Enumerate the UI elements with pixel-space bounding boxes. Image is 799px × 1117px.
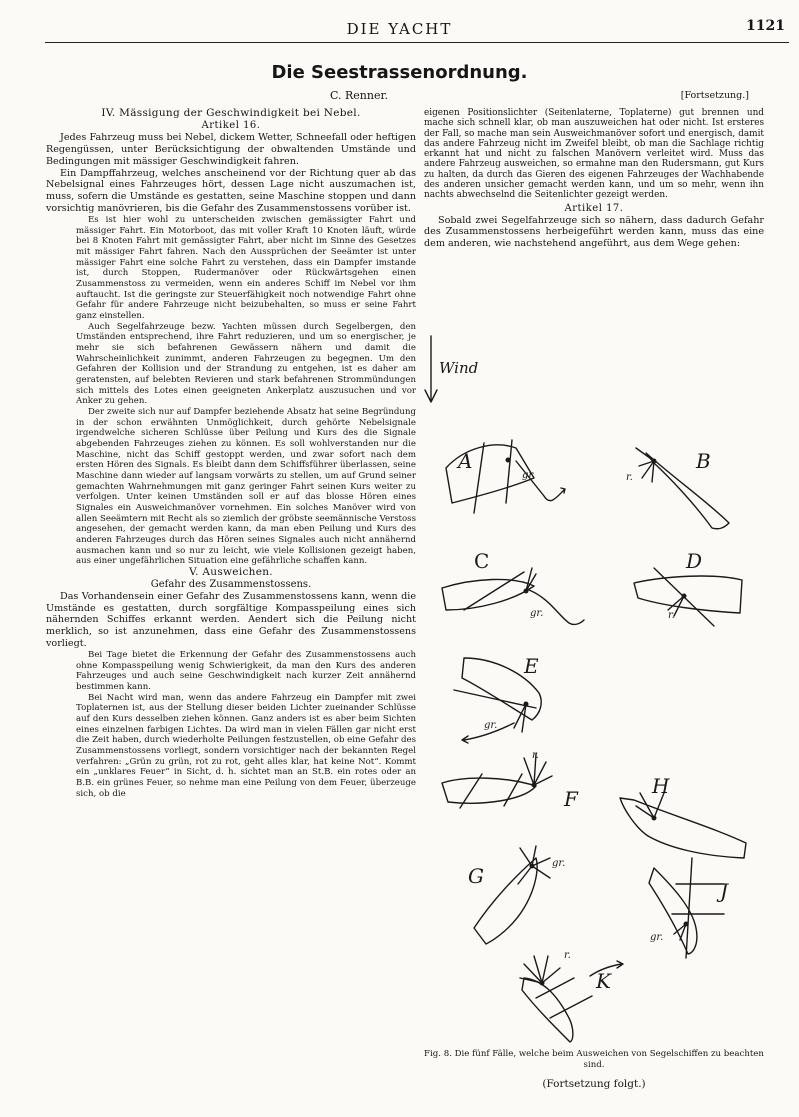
article-17-heading: Artikel 17.	[564, 202, 624, 214]
case-b-r-label: r.	[626, 472, 633, 483]
case-e-label: E	[524, 654, 539, 678]
case-c-sketch	[442, 568, 584, 624]
section-heading-v: V. Ausweichen.	[189, 565, 273, 578]
case-j-sketch	[649, 858, 724, 958]
commentary-paragraph: Bei Tage bietet die Erkennung der Gefahr des Zusammenstossens auch ohne Kompasspeilung wenig Schwierigkeit, da man den Kurs des anderen Fahrzeuges und auch seine Geschwindigkeit nach kurzer Zeit annähernd bestimmen kann.	[76, 650, 416, 693]
case-a-gr-label: gr.	[522, 470, 536, 481]
case-g-label: G	[468, 864, 484, 888]
case-j-gr-label: gr.	[650, 932, 664, 943]
wind-arrow-icon	[425, 336, 437, 402]
case-d-sketch	[634, 568, 742, 626]
paragraph: Ein Dampffahrzeug, welches anscheinend vor der Richtung quer ab das Nebelsignal eines Fahrzeuges hört, dessen Lage nicht auszumachen ist, muss, sofern die Umstände es gestatten, seine Maschine stoppen und dann vorsichtig manövrieren, bis die Gefahr des Zusammenstossens vorüber ist.	[46, 167, 416, 215]
commentary-paragraph: eigenen Positionslichter (Seitenlaterne, Toplaterne) gut brennen und mache sich schnell klar, ob man auszuweichen hat oder nicht. Ist ersteres der Fall, so mache man sein Ausweichmanöver sofort und energisch, damit das andere Fahrzeug nicht im Zweifel bleibt, ob man die Sachlage richtig erkannt hat und nicht zu falschen Manövern verleitet wird. Muss das andere Fahrzeug ausweichen, so ermahne man den Rudersmann, gut Kurs zu halten, da durch das Gieren des eigenen Fahrzeuges der Wachhabende des anderen unsicher gemacht werden kann, und um so mehr, wenn ihn nachts abwechselnd die Seitenlichter gezeigt werden.	[424, 108, 764, 201]
case-b-sketch	[636, 448, 729, 529]
page-number: 1121	[746, 18, 785, 34]
article-16-heading: Artikel 16.	[201, 119, 261, 131]
case-c-label: C	[474, 549, 490, 573]
author: C. Renner.	[330, 89, 389, 102]
sub-heading: Gefahr des Zusammenstossens.	[150, 578, 312, 590]
continued-note: [Fortsetzung.]	[680, 90, 749, 101]
header-rule	[45, 42, 789, 43]
case-c-gr-label: gr.	[530, 608, 544, 619]
right-column	[424, 108, 764, 250]
sailing-rules-figure	[424, 328, 764, 1048]
commentary-paragraph: Es ist hier wohl zu unterscheiden zwischen gemässigter Fahrt und mässiger Fahrt. Ein Motorboot, das mit voller Kraft 10 Knoten läuft, würde bei 8 Knoten Fahrt mit gemässigter Fahrt, aber nicht im Sinne des Gesetzes mit mässiger Fahrt fahren. Nach den Aussprüchen der Seeämter ist unter mässiger Fahrt eine solche Fahrt zu verstehen, dass ein Dampfer imstande ist, durch Stoppen, Rudermanöver oder Rückwärtsgehen einen Zusammenstoss zu vermeiden, wenn ein anderes Schiff im Nebel vor ihm auftaucht. Ist die geringste zur Steuerfähigkeit noch notwendige Fahrt ohne Gefahr für andere Fahrzeuge nicht beizubehalten, so muss er seine Fahrt ganz einstellen.	[76, 215, 416, 322]
case-h-label: H	[652, 774, 670, 798]
commentary-paragraph: Auch Segelfahrzeuge bezw. Yachten müssen durch Segelbergen, den Umständen entsprechend, ihre Fahrt reduzieren, und um so energischer, je mehr sie sich befahrenen Gewässern nähern und damit die Wahrscheinlichkeit zunimmt, anderen Fahrzeugen zu begegnen. Um den Gefahren der Kollision und der Strandung zu entgehen, ist es daher am geratensten, auf belebten Revieren und stark befahrenen Strommündungen sich mittels des Lotes einen geeigneten Ankerplatz auszusuchen und vor Anker zu gehen.	[76, 321, 416, 407]
commentary-block	[46, 215, 416, 567]
commentary-paragraph: Bei Nacht wird man, wenn das andere Fahrzeug ein Dampfer mit zwei Toplaternen ist, aus der Stellung dieser beiden Lichter zueinander Schlüsse auf den Kurs desselben ziehen können. Ganz anders ist es aber beim Sichten eines einzelnen farbigen Lichtes. Da wird man in vielen Fällen gar nicht erst die Zeit haben, durch wiederholte Peilungen festzustellen, ob eine Gefahr des Zusammenstossens vorliegt, sondern vorsichtiger nach der bekannten Regel verfahren: „Grün zu grün, rot zu rot, geht alles klar, hat keine Not“. Kommt ein „unklares Feuer“ in Sicht, d. h. sichtet man an St.B. ein rotes oder an B.B. ein grünes Feuer, so nehme man eine Peilung von dem Feuer, überzeuge sich, ob die	[76, 692, 416, 799]
section-heading-iv: IV. Mässigung der Geschwindigkeit bei Nebel.	[101, 107, 361, 119]
commentary-block	[46, 650, 416, 799]
left-column	[46, 108, 416, 799]
case-h-sketch	[620, 793, 746, 858]
case-g-sketch	[474, 846, 550, 944]
figure-caption: Fig. 8. Die fünf Fälle, welche beim Ausweichen von Segelschiffen zu beachten sind.	[424, 1049, 764, 1070]
case-d-r-label: r.	[668, 610, 675, 621]
continuation-note: (Fortsetzung folgt.)	[542, 1078, 646, 1090]
commentary-paragraph: Der zweite sich nur auf Dampfer beziehende Absatz hat seine Begründung in der schon erwähnten Unmöglichkeit, durch gehörte Nebelsignale irgendwelche sicheren Schlüsse über Peilung und Kurs des die Signale abgebenden Fahrzeuges ziehen zu können. Es soll wohlverstanden nur die Maschine, nicht das Schiff gestoppt werden, und zwar sofort nach dem ersten Hören des Signals. Es bleibt dann dem Schiffsführer überlassen, seine Maschine dann wieder auf langsam vorwärts zu stellen, um auf Grund seiner gemachten Wahrnehmungen mit ganz geringer Fahrt seinen Kurs weiter zu verfolgen. Unter keinen Umständen soll er auf das blosse Hören eines Signales ein Ausweichmanöver vornehmen. Ein solches Manöver wird von allen Seeämtern mit Recht als so ziemlich der gröbste seemännische Verstoss angesehen, der gemacht werden kann, da man eben Peilung und Kurs des anderen Fahrzeuges durch das Hören seines Signales auch nicht annähernd ausmachen kann und so nur zu leicht, wie viele Kollisionen gezeigt haben, aus einer ungefährlichen Situation eine gefährliche schaffen kann.	[76, 406, 416, 567]
paragraph: Jedes Fahrzeug muss bei Nebel, dickem Wetter, Schneefall oder heftigen Regengüssen, unter Berücksichtigung der obwaltenden Umstände und Bedingungen mit mässiger Geschwindigkeit fahren.	[46, 131, 416, 167]
case-f-r-label: r.	[532, 750, 539, 761]
paragraph: Sobald zwei Segelfahrzeuge sich so nähern, dass dadurch Gefahr des Zusammenstossens herbeigeführt werden kann, muss das eine dem anderen, wie nachstehend angeführt, aus dem Wege gehen:	[424, 214, 764, 250]
case-k-label: K	[596, 969, 611, 993]
figure-drawing	[424, 328, 764, 1048]
case-j-label: J	[720, 879, 729, 903]
case-d-label: D	[686, 549, 703, 573]
case-k-r-label: r.	[564, 950, 571, 961]
case-g-gr-label: gr.	[552, 858, 566, 869]
running-title: DIE YACHT	[346, 20, 453, 38]
case-f-sketch	[442, 754, 552, 808]
article-title: Die Seestrassenordnung.	[271, 62, 528, 83]
case-e-gr-label: gr.	[484, 720, 498, 731]
paragraph: Das Vorhandensein einer Gefahr des Zusammenstossens kann, wenn die Umstände es gestatten, durch sorgfältige Kompasspeilung eines sich nähernden Schiffes erkannt werden. Aendert sich die Peilung nicht merklich, so ist anzunehmen, dass eine Gefahr des Zusammenstossens vorliegt.	[46, 590, 416, 650]
commentary-block	[424, 108, 764, 201]
case-b-label: B	[696, 449, 711, 473]
case-a-label: A	[458, 449, 473, 473]
wind-label: Wind	[439, 359, 479, 377]
case-f-label: F	[564, 787, 578, 811]
running-head	[0, 14, 799, 44]
